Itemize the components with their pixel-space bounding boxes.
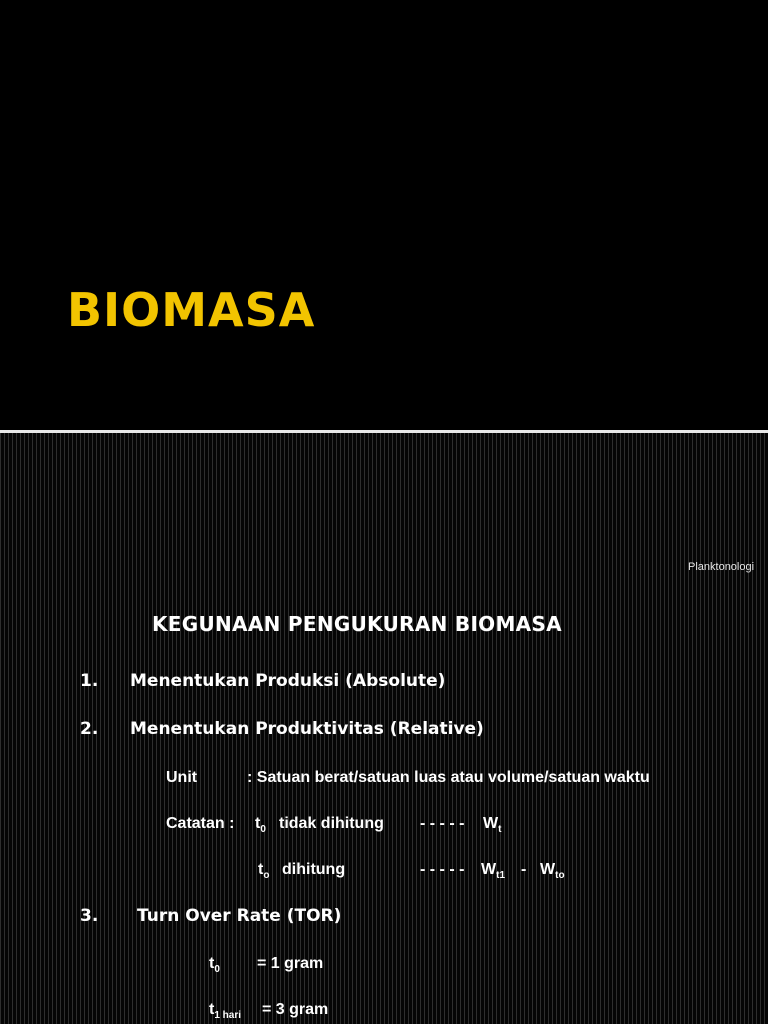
section-heading: KEGUNAAN PENGUKURAN BIOMASA	[152, 612, 562, 636]
item-text-3: Turn Over Rate (TOR)	[137, 906, 342, 926]
content-slide	[0, 433, 768, 1024]
catatan-row2-w2: $W_{to}$	[540, 861, 565, 881]
slide-title: BIOMASA	[67, 283, 316, 337]
item-text-2: Menentukan Produktivitas (Relative)	[130, 719, 484, 739]
tor-row1-eq: = 1 gram	[257, 955, 324, 972]
catatan-row1-dashes: - - - - -	[420, 815, 465, 832]
title-slide	[0, 0, 768, 430]
corner-label: Planktonologi	[688, 561, 755, 573]
catatan-row1-desc: tidak dihitung	[279, 815, 384, 832]
catatan-row1-w: $W_t$	[483, 815, 502, 835]
tor-row2-t: $t_{1 hari}$	[209, 1001, 242, 1021]
unit-label: Unit	[166, 769, 198, 786]
item-number-3: 3.	[80, 906, 99, 926]
catatan-row2-dashes: - - - - -	[420, 861, 465, 878]
catatan-row2-desc: dihitung	[282, 861, 346, 878]
item-number-1: 1.	[80, 671, 99, 691]
catatan-label: Catatan :	[166, 815, 235, 832]
catatan-row1-t: $t_0$	[255, 815, 266, 835]
tor-row2-eq: = 3 gram	[262, 1001, 329, 1018]
item-text-1: Menentukan Produksi (Absolute)	[130, 671, 446, 691]
catatan-row2-t: $t_o$	[258, 861, 270, 881]
unit-value: : Satuan berat/satuan luas atau volume/satuan waktu	[247, 769, 650, 786]
catatan-row2-minus: -	[521, 861, 527, 878]
catatan-row2-w1: $W_{t1}$	[481, 861, 506, 881]
tor-row1-t: $t_0$	[209, 955, 220, 975]
item-number-2: 2.	[80, 719, 99, 739]
